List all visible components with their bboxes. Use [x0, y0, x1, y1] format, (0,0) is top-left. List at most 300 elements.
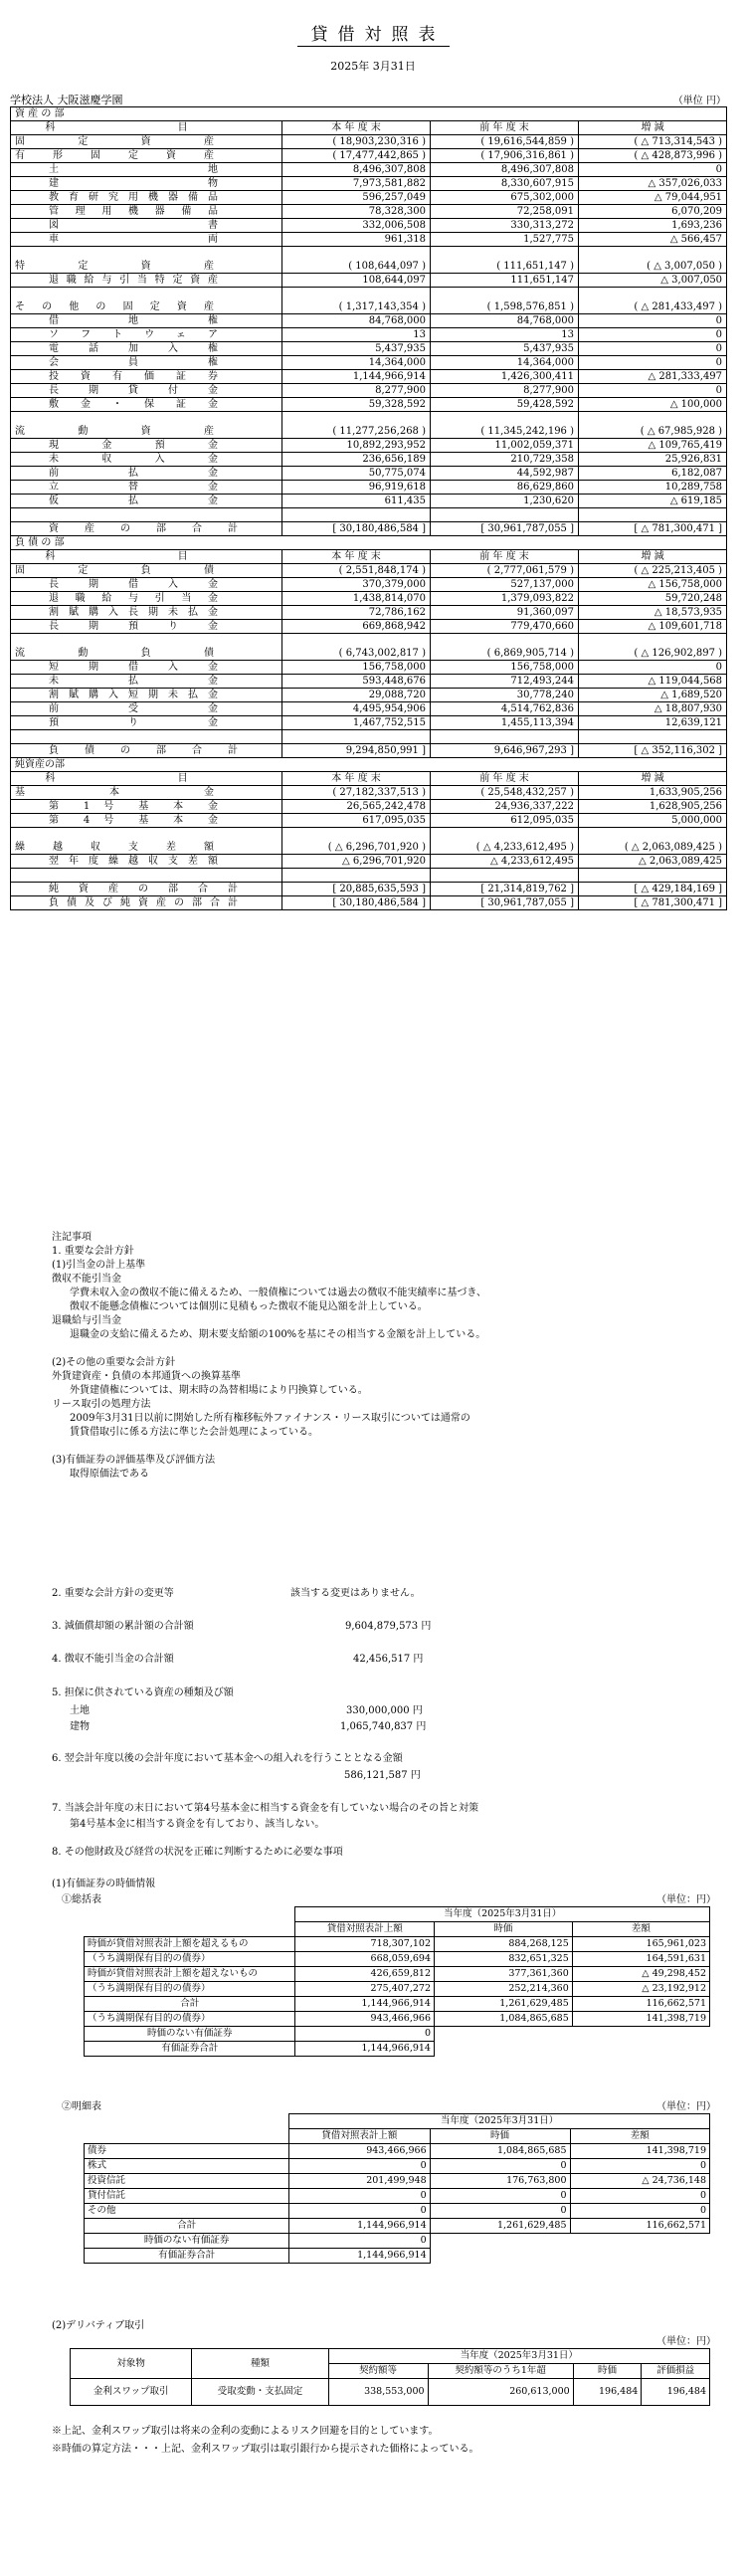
- current-year-value: 611,435: [282, 495, 431, 508]
- value-cell: 338,553,000: [328, 2379, 428, 2406]
- table-row: [11, 495, 727, 508]
- current-year-value: 14,364,000: [282, 356, 431, 370]
- current-year-value: 96,919,618: [282, 481, 431, 495]
- account-name: [11, 398, 282, 412]
- blank-cell: [579, 730, 727, 744]
- row-label: 有価証券合計: [85, 2042, 295, 2057]
- section-title: 負 債 の 部: [11, 536, 727, 550]
- prior-year-value: ( 111,651,147 ): [431, 260, 579, 274]
- blank-cell: [282, 634, 431, 648]
- account-label: 翌年度繰越収支差額: [49, 856, 218, 867]
- prior-year-value: [ 21,314,819,762 ]: [431, 883, 579, 896]
- table-row: [11, 177, 727, 191]
- account-label: ソフトウェア: [49, 329, 218, 340]
- account-name: [11, 702, 282, 716]
- table-row: [11, 564, 727, 578]
- column-header: 差額: [572, 1922, 709, 1937]
- account-label: 会 員 権: [49, 357, 218, 368]
- summary-unit: （単位：円）: [656, 1894, 716, 1905]
- change-value: ( △ 713,314,543 ): [579, 135, 727, 149]
- table-row: [85, 2234, 710, 2249]
- column-header: 本 年 度 末: [282, 550, 431, 564]
- value-cell: 1,261,629,485: [430, 2219, 570, 2234]
- value-cell: 1,144,966,914: [295, 1997, 435, 2012]
- note-5-label: 5. 担保に供されている資産の種類及び額: [52, 1687, 234, 1698]
- note-line: (2)その他の重要な会計方針: [52, 1357, 176, 1368]
- table-row: [11, 149, 727, 163]
- change-value: 0: [579, 342, 727, 356]
- row-label: 合計: [85, 2219, 289, 2234]
- note-line: 退職給与引当金: [52, 1315, 121, 1326]
- note-line: [52, 1440, 708, 1454]
- account-name: [11, 883, 282, 896]
- account-name: [11, 135, 282, 149]
- value-cell: △ 49,298,452: [572, 1967, 709, 1982]
- note-line: 外貨建資産・負債の本邦通貨への換算基準: [52, 1371, 241, 1382]
- prior-year-value: 612,095,035: [431, 814, 579, 828]
- change-value: △ 2,063,089,425: [579, 855, 727, 869]
- value-cell: 164,591,631: [572, 1952, 709, 1967]
- account-name: [11, 205, 282, 219]
- current-year-value: ( 17,477,442,865 ): [282, 149, 431, 163]
- current-year-value: 13: [282, 328, 431, 342]
- change-value: 1,633,905,256: [579, 786, 727, 800]
- current-year-value: 961,318: [282, 233, 431, 247]
- section-row: [11, 758, 727, 772]
- account-name: [11, 689, 282, 702]
- row-label: 貸付信託: [85, 2189, 289, 2204]
- value-cell: 1,084,865,685: [430, 2144, 570, 2159]
- current-year-value: 72,786,162: [282, 606, 431, 620]
- table-row: [11, 219, 727, 233]
- table-row: [85, 1997, 710, 2012]
- table-row: [11, 744, 727, 758]
- prior-year-value: 4,514,762,836: [431, 702, 579, 716]
- table-row: [11, 828, 727, 842]
- current-year-value: ( 6,743,002,817 ): [282, 647, 431, 661]
- prior-year-value: ( 11,345,242,196 ): [431, 425, 579, 439]
- prior-year-value: 210,729,358: [431, 453, 579, 467]
- blank-cell: [579, 508, 727, 522]
- value-cell: 943,466,966: [289, 2144, 430, 2159]
- change-value: 5,000,000: [579, 814, 727, 828]
- current-year-value: ( 2,551,848,174 ): [282, 564, 431, 578]
- table-row: [85, 1967, 710, 1982]
- blank-cell: [579, 828, 727, 842]
- note-line: リース取引の処理方法: [52, 1399, 151, 1410]
- value-cell: 1,261,629,485: [434, 1997, 572, 2012]
- current-year-value: 596,257,049: [282, 191, 431, 205]
- change-value: ( △ 225,213,405 ): [579, 564, 727, 578]
- value-cell: [572, 2027, 709, 2042]
- value-cell: 201,499,948: [289, 2174, 430, 2189]
- value-cell: △ 24,736,148: [570, 2174, 710, 2189]
- blank-cell: [431, 412, 579, 426]
- column-header: 前 年 度 末: [431, 121, 579, 135]
- account-name: [11, 578, 282, 592]
- prior-year-value: 72,258,091: [431, 205, 579, 219]
- value-cell: 884,268,125: [434, 1937, 572, 1952]
- prior-year-value: 330,313,272: [431, 219, 579, 233]
- prior-year-value: ( 25,548,432,257 ): [431, 786, 579, 800]
- current-year-value: [ 30,180,486,584 ]: [282, 522, 431, 536]
- value-cell: 165,961,023: [572, 1937, 709, 1952]
- derivative-footnote-2: ※時価の算定方法・・・上記、金利スワップ取引は取引銀行から提示された価格によっている。: [52, 2444, 479, 2455]
- account-label: 割賦購入短期未払金: [49, 690, 218, 700]
- account-name: [11, 716, 282, 730]
- column-header: 評価損益: [642, 2364, 710, 2379]
- change-value: 0: [579, 384, 727, 398]
- period-header: 当年度（2025年3月31日）: [289, 2114, 710, 2129]
- table-row: [11, 370, 727, 384]
- note-7-line1: 7. 当該会計年度の末日において第4号基本金に相当する資金を有していない場合のその旨と対策: [52, 1803, 479, 1814]
- current-year-value: 1,144,966,914: [282, 370, 431, 384]
- blank-cell: [282, 247, 431, 261]
- current-year-value: 8,496,307,808: [282, 163, 431, 177]
- prior-year-value: 675,302,000: [431, 191, 579, 205]
- value-cell: 1,144,966,914: [289, 2249, 430, 2264]
- prior-year-value: 24,936,337,222: [431, 800, 579, 814]
- table-row: [11, 689, 727, 702]
- table-row: [85, 2012, 710, 2027]
- table-row: [85, 1982, 710, 1997]
- table-row: [11, 328, 727, 342]
- table-row: [11, 384, 727, 398]
- account-label: 仮 払 金: [49, 495, 218, 506]
- change-value: ( △ 428,873,996 ): [579, 149, 727, 163]
- prior-year-value: 1,455,113,394: [431, 716, 579, 730]
- table-row: [11, 205, 727, 219]
- prior-year-value: 14,364,000: [431, 356, 579, 370]
- account-name: [11, 467, 282, 481]
- table-row: [11, 578, 727, 592]
- securities-detail-table: [84, 2113, 710, 2264]
- value-cell: 116,662,571: [572, 1997, 709, 2012]
- account-label: 有 形 固 定 資 産: [15, 150, 214, 161]
- change-value: △ 619,185: [579, 495, 727, 508]
- value-cell: [570, 2249, 710, 2264]
- section-row: [11, 536, 727, 550]
- prior-year-value: 8,330,607,915: [431, 177, 579, 191]
- change-value: 0: [579, 356, 727, 370]
- account-name: [11, 800, 282, 814]
- table-row: [85, 1952, 710, 1967]
- current-year-value: 78,328,300: [282, 205, 431, 219]
- table-row: [85, 2027, 710, 2042]
- row-label: 時価が貸借対照表計上額を超えるもの: [85, 1937, 295, 1952]
- table-row: [11, 661, 727, 675]
- account-name: [11, 647, 282, 661]
- current-year-value: 5,437,935: [282, 342, 431, 356]
- table-row: [11, 439, 727, 453]
- table-row: [11, 163, 727, 177]
- prior-year-value: 91,360,097: [431, 606, 579, 620]
- prior-year-value: ( 19,616,544,859 ): [431, 135, 579, 149]
- change-value: 6,182,087: [579, 467, 727, 481]
- current-year-value: 10,892,293,952: [282, 439, 431, 453]
- change-value: △ 3,007,050: [579, 274, 727, 288]
- value-cell: 0: [430, 2204, 570, 2219]
- current-year-value: ( 27,182,337,513 ): [282, 786, 431, 800]
- account-label: 教育研究用機器備品: [49, 192, 218, 203]
- current-year-value: 593,448,676: [282, 675, 431, 689]
- value-cell: [430, 2249, 570, 2264]
- column-header: 時価: [573, 2364, 642, 2379]
- prior-year-value: 779,470,660: [431, 620, 579, 634]
- account-name: [11, 814, 282, 828]
- account-name: [11, 149, 282, 163]
- current-year-value: 59,328,592: [282, 398, 431, 412]
- current-year-value: 332,006,508: [282, 219, 431, 233]
- account-name: [11, 163, 282, 177]
- account-name: [11, 564, 282, 578]
- blank-cell: [11, 247, 282, 261]
- account-name: [11, 855, 282, 869]
- notes-section: [52, 1231, 708, 1482]
- table-row: [11, 896, 727, 910]
- blank-cell: [431, 508, 579, 522]
- account-name: [11, 896, 282, 910]
- change-value: [ △ 429,184,169 ]: [579, 883, 727, 896]
- blank-cell: [11, 730, 282, 744]
- column-header: 時価: [434, 1922, 572, 1937]
- row-label: 有価証券合計: [85, 2249, 289, 2264]
- account-label: 資 産 の 部 合 計: [49, 523, 238, 534]
- table-row: [11, 730, 727, 744]
- account-name: [11, 744, 282, 758]
- change-value: △ 281,333,497: [579, 370, 727, 384]
- change-value: 1,628,905,256: [579, 800, 727, 814]
- header-row: [11, 772, 727, 786]
- account-label: 長 期 借 入 金: [49, 579, 218, 590]
- derivative-footnote-1: ※上記、金利スワップ取引は将来の金利の変動によるリスク回避を目的としています。: [52, 2426, 439, 2437]
- note-line: (3)有価証券の評価基準及び評価方法: [52, 1455, 216, 1466]
- blank-cell: [579, 869, 727, 883]
- note-line: 学費未収入金の徴収不能に備えるため、一般債権については過去の徴収不能実績率に基づき、: [70, 1288, 486, 1298]
- change-value: 10,289,758: [579, 481, 727, 495]
- note-2-label: 2. 重要な会計方針の変更等: [52, 1588, 174, 1599]
- change-value: 6,070,209: [579, 205, 727, 219]
- table-row: [85, 2189, 710, 2204]
- prior-year-value: 156,758,000: [431, 661, 579, 675]
- change-value: 25,926,831: [579, 453, 727, 467]
- value-cell: 377,361,360: [434, 1967, 572, 1982]
- table-row: [11, 300, 727, 314]
- report-date: 2025年 3月31日: [330, 60, 416, 73]
- table-row: [85, 2249, 710, 2264]
- account-label: 土 地: [49, 164, 218, 175]
- table-row: [11, 191, 727, 205]
- account-name: [11, 260, 282, 274]
- note-line: 注記事項: [52, 1232, 92, 1243]
- account-name: [11, 233, 282, 247]
- prior-year-value: ( △ 4,233,612,495 ): [431, 841, 579, 855]
- table-row: [11, 869, 727, 883]
- change-value: [ △ 781,300,471 ]: [579, 896, 727, 910]
- change-value: 0: [579, 163, 727, 177]
- value-cell: 1,144,966,914: [295, 2042, 435, 2057]
- blank-cell: [579, 288, 727, 301]
- note-line: (1)引当金の計上基準: [52, 1260, 146, 1271]
- prior-year-value: 9,646,967,293 ]: [431, 744, 579, 758]
- account-label: 電 話 加 入 権: [49, 343, 218, 354]
- current-year-value: 84,768,000: [282, 314, 431, 328]
- value-cell: 1,084,865,685: [434, 2012, 572, 2027]
- current-year-value: 29,088,720: [282, 689, 431, 702]
- unit-label: （単位 円）: [672, 96, 726, 106]
- account-label: 長 期 貸 付 金: [49, 385, 218, 396]
- account-label: 投資有価証券: [49, 371, 218, 382]
- column-header: 本 年 度 末: [282, 121, 431, 135]
- current-year-value: ( 11,277,256,268 ): [282, 425, 431, 439]
- value-cell: 275,407,272: [295, 1982, 435, 1997]
- current-year-value: △ 6,296,701,920: [282, 855, 431, 869]
- detail-title: ②明細表: [62, 2101, 101, 2112]
- account-name: [11, 786, 282, 800]
- table-row: [11, 620, 727, 634]
- table-row: [11, 467, 727, 481]
- prior-year-value: 13: [431, 328, 579, 342]
- change-value: [ △ 781,300,471 ]: [579, 522, 727, 536]
- change-value: 12,639,121: [579, 716, 727, 730]
- account-name: [11, 425, 282, 439]
- table-row: [85, 2159, 710, 2174]
- detail-unit: （単位：円）: [656, 2101, 716, 2112]
- blank-cell: [282, 288, 431, 301]
- table-row: [11, 288, 727, 301]
- table-row: [11, 453, 727, 467]
- account-label: 現 金 預 金: [49, 440, 218, 451]
- blank-cell: [11, 869, 282, 883]
- column-header: 種類: [192, 2349, 328, 2379]
- value-cell: 141,398,719: [572, 2012, 709, 2027]
- column-header: 本 年 度 末: [282, 772, 431, 786]
- account-label: 基 本 金: [15, 787, 214, 798]
- prior-year-value: ( 2,777,061,579 ): [431, 564, 579, 578]
- value-cell: 0: [430, 2159, 570, 2174]
- change-value: 0: [579, 661, 727, 675]
- current-year-value: 108,644,097: [282, 274, 431, 288]
- value-cell: 718,307,102: [295, 1937, 435, 1952]
- note-line: [52, 1342, 708, 1356]
- account-name: [11, 620, 282, 634]
- change-value: [ △ 352,116,302 ]: [579, 744, 727, 758]
- column-header: 契約額等: [328, 2364, 428, 2379]
- change-value: △ 357,026,033: [579, 177, 727, 191]
- table-row: [11, 260, 727, 274]
- table-row: [11, 592, 727, 606]
- account-label: 第 1 号 基 本 金: [49, 801, 218, 812]
- prior-year-value: 84,768,000: [431, 314, 579, 328]
- change-value: ( △ 126,902,897 ): [579, 647, 727, 661]
- column-header: 前 年 度 末: [431, 772, 579, 786]
- account-label: 立 替 金: [49, 482, 218, 493]
- current-year-value: 236,656,189: [282, 453, 431, 467]
- note-7-line2: 第4号基本金に相当する資金を有しており、該当しない。: [70, 1819, 325, 1830]
- column-header: 前 年 度 末: [431, 550, 579, 564]
- current-year-value: 669,868,942: [282, 620, 431, 634]
- column-header: 増 減: [579, 121, 727, 135]
- current-year-value: 26,565,242,478: [282, 800, 431, 814]
- school-name: 学校法人 大阪滋慶学園: [10, 94, 123, 106]
- value-cell: [572, 2042, 709, 2057]
- note-8-label: 8. その他財政及び経営の状況を正確に判断するために必要な事項: [52, 1847, 343, 1858]
- table-row: [85, 2204, 710, 2219]
- prior-year-value: 1,379,093,822: [431, 592, 579, 606]
- table-row: [11, 356, 727, 370]
- prior-year-value: 5,437,935: [431, 342, 579, 356]
- current-year-value: 50,775,074: [282, 467, 431, 481]
- period-header: 当年度（2025年3月31日）: [295, 1907, 710, 1922]
- table-row: [11, 634, 727, 648]
- prior-year-value: 86,629,860: [431, 481, 579, 495]
- value-cell: 426,659,812: [295, 1967, 435, 1982]
- change-value: ( △ 2,063,089,425 ): [579, 841, 727, 855]
- table-row: [11, 716, 727, 730]
- value-cell: [434, 2027, 572, 2042]
- account-name: [11, 453, 282, 467]
- blank-cell: [282, 508, 431, 522]
- table-row: [11, 800, 727, 814]
- current-year-value: 1,438,814,070: [282, 592, 431, 606]
- prior-year-value: 1,426,300,411: [431, 370, 579, 384]
- table-row: [11, 855, 727, 869]
- current-year-value: 617,095,035: [282, 814, 431, 828]
- current-year-value: 156,758,000: [282, 661, 431, 675]
- change-value: △ 18,573,935: [579, 606, 727, 620]
- change-value: △ 18,807,930: [579, 702, 727, 716]
- account-label: 敷金・保証金: [49, 399, 218, 410]
- blank-cell: [11, 828, 282, 842]
- account-label: 割賦購入長期未払金: [49, 607, 218, 618]
- row-label: 時価のない有価証券: [85, 2234, 289, 2249]
- blank-cell: [431, 828, 579, 842]
- prior-year-value: 11,002,059,371: [431, 439, 579, 453]
- current-year-value: 4,495,954,906: [282, 702, 431, 716]
- account-name: [11, 356, 282, 370]
- section-title: 資 産 の 部: [11, 107, 727, 121]
- row-label: （うち満期保有目的の債券）: [85, 1982, 295, 1997]
- table-row: [11, 647, 727, 661]
- prior-year-value: ( 1,598,576,851 ): [431, 300, 579, 314]
- column-header: 対象物: [71, 2349, 192, 2379]
- table-row: [11, 135, 727, 149]
- prior-year-value: 111,651,147: [431, 274, 579, 288]
- note-5-land-value: 330,000,000 円: [346, 1705, 423, 1716]
- value-cell: 196,484: [573, 2379, 642, 2406]
- column-header: 増 減: [579, 772, 727, 786]
- table-row: [11, 425, 727, 439]
- account-label: 流 動 資 産: [15, 426, 214, 437]
- account-label: 固 定 資 産: [15, 136, 214, 147]
- securities-title: (1)有価証券の時価情報: [52, 1879, 156, 1889]
- account-name: [11, 191, 282, 205]
- value-cell: [570, 2234, 710, 2249]
- value-cell: 0: [295, 2027, 435, 2042]
- change-value: 1,693,236: [579, 219, 727, 233]
- account-label: 管理用機器備品: [49, 206, 218, 217]
- note-line: 取得原価法である: [70, 1469, 149, 1480]
- account-name: [11, 342, 282, 356]
- current-year-value: 370,379,000: [282, 578, 431, 592]
- value-cell: 176,763,800: [430, 2174, 570, 2189]
- prior-year-value: 527,137,000: [431, 578, 579, 592]
- change-value: 0: [579, 314, 727, 328]
- value-cell: 832,651,325: [434, 1952, 572, 1967]
- account-label: 預 り 金: [49, 717, 218, 728]
- account-name: [11, 300, 282, 314]
- prior-year-value: 1,230,620: [431, 495, 579, 508]
